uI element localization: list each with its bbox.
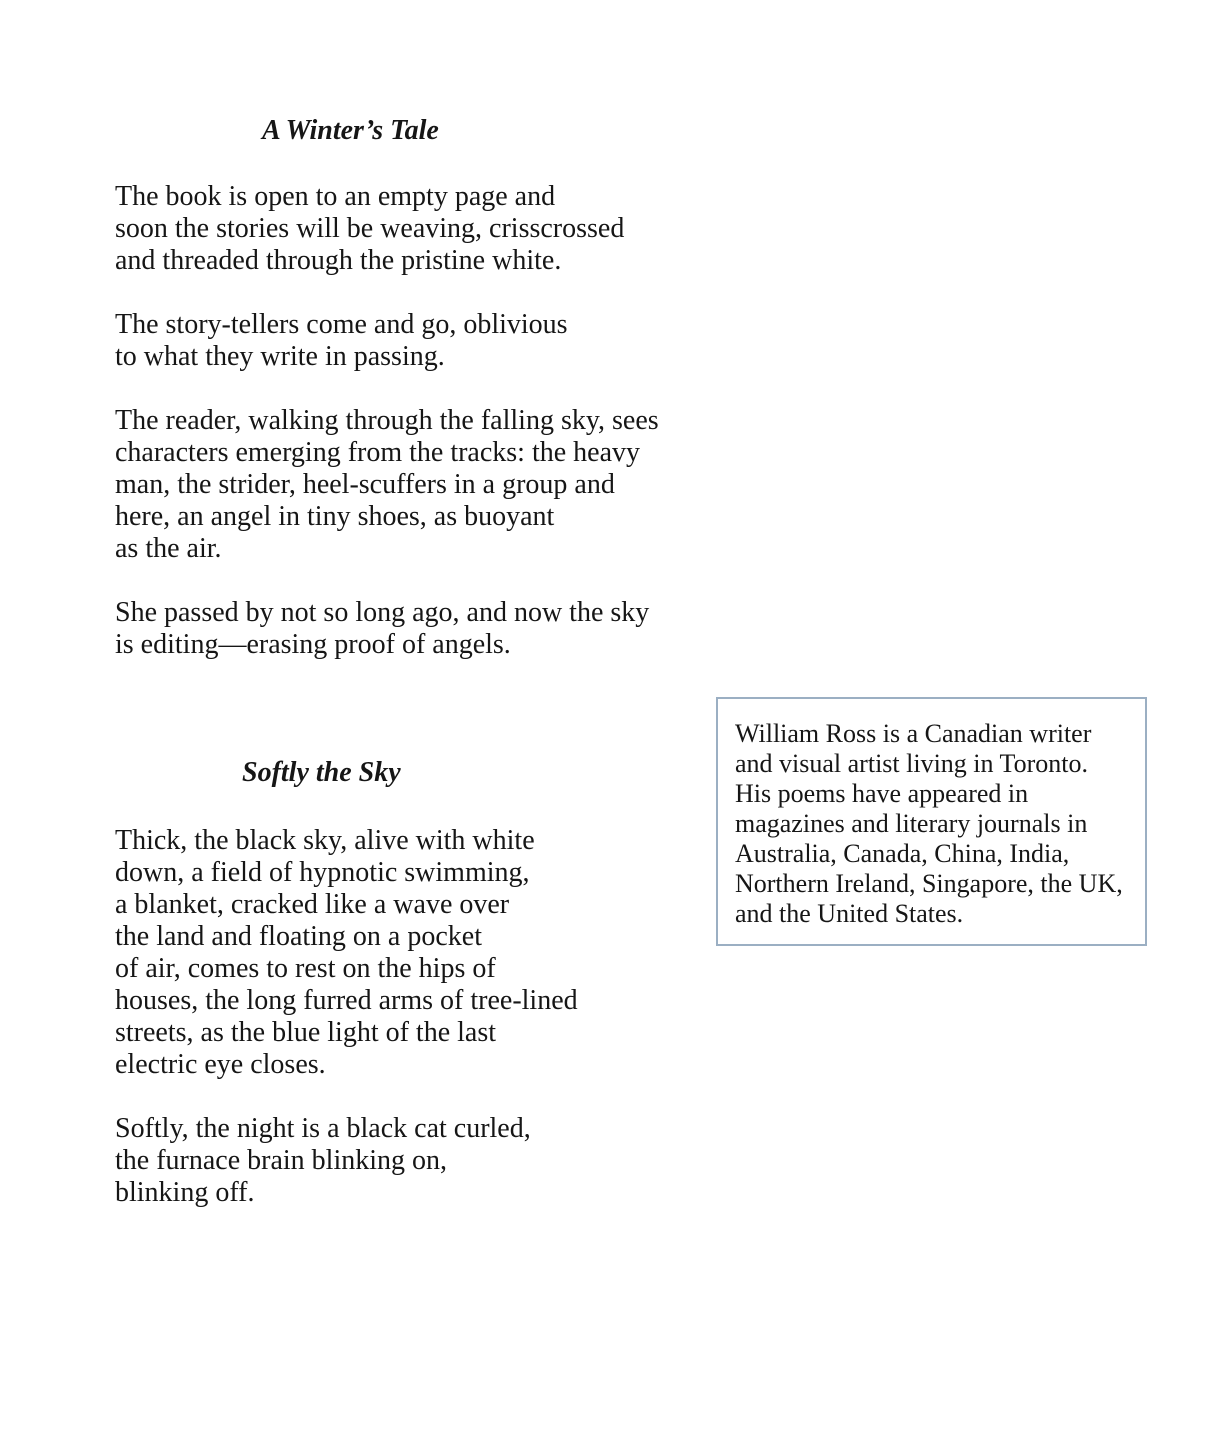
poem-line: The book is open to an empty page and (115, 181, 556, 212)
poem-line: streets, as the blue light of the last (115, 1017, 497, 1048)
poem-line: The reader, walking through the falling sky, sees (115, 405, 659, 436)
author-bio-line: magazines and literary journals in (735, 809, 1088, 838)
stanza (115, 405, 715, 565)
author-bio-line: Northern Ireland, Singapore, the UK, (735, 869, 1123, 898)
stanza (115, 825, 715, 1081)
poem-line: is editing—erasing proof of angels. (115, 629, 511, 660)
poem-line: Softly, the night is a black cat curled, (115, 1113, 531, 1144)
author-bio-line: and visual artist living in Toronto. (735, 749, 1089, 778)
poem-line: man, the strider, heel-scuffers in a group and (115, 469, 615, 500)
poem-line: the furnace brain blinking on, (115, 1145, 448, 1176)
author-bio-line: Australia, Canada, China, India, (735, 839, 1070, 868)
stanza (115, 181, 715, 277)
stanza (115, 309, 715, 373)
stanza (115, 1113, 715, 1209)
poem-line: as the air. (115, 533, 222, 564)
poem-softly-the-sky (115, 755, 715, 1209)
poem-line: to what they write in passing. (115, 341, 445, 372)
poem-title: Softly the Sky (242, 757, 401, 788)
poem-line: Thick, the black sky, alive with white (115, 825, 535, 856)
stanza (115, 597, 715, 661)
author-bio-line: William Ross is a Canadian writer (735, 719, 1092, 748)
poem-line: The story-tellers come and go, oblivious (115, 309, 568, 340)
author-bio-line: His poems have appeared in (735, 779, 1029, 808)
poem-line: She passed by not so long ago, and now the sky (115, 597, 650, 628)
poem-line: soon the stories will be weaving, crisscrossed (115, 213, 625, 244)
poem-title: A Winter’s Tale (262, 115, 439, 146)
poem-line: a blanket, cracked like a wave over (115, 889, 510, 920)
poem-line: characters emerging from the tracks: the heavy (115, 437, 641, 468)
poem-line: here, an angel in tiny shoes, as buoyant (115, 501, 555, 532)
poem-line: of air, comes to rest on the hips of (115, 953, 496, 984)
poem-line: electric eye closes. (115, 1049, 326, 1080)
author-bio-line: and the United States. (735, 899, 964, 928)
poem-line: the land and floating on a pocket (115, 921, 482, 952)
poem-a-winters-tale (115, 113, 715, 661)
author-bio-box (716, 697, 1147, 946)
poem-line: houses, the long furred arms of tree-lined (115, 985, 578, 1016)
poem-line: blinking off. (115, 1177, 255, 1208)
poem-line: down, a field of hypnotic swimming, (115, 857, 530, 888)
poem-line: and threaded through the pristine white. (115, 245, 562, 276)
